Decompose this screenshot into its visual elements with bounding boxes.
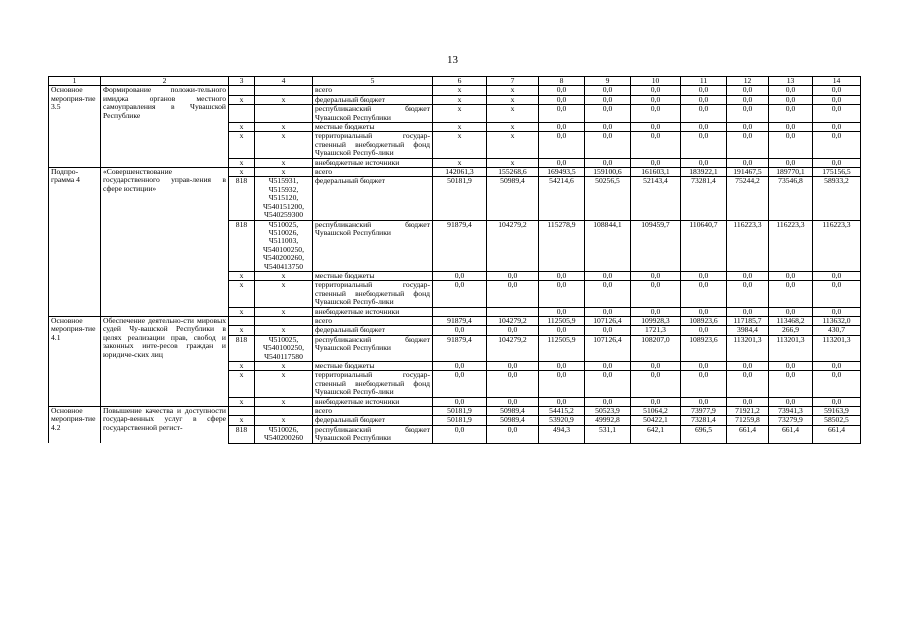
amount-cell: 1721,3	[631, 326, 681, 335]
amount-cell: 0,0	[585, 95, 631, 104]
amount-cell: 0,0	[769, 371, 813, 397]
amount-cell: 142061,3	[433, 168, 487, 177]
program-title-cell: Формирование положи-тельного имиджа органов местного самоуправления в Чувашской Республике	[101, 86, 229, 168]
amount-cell: 0,0	[681, 307, 727, 316]
header-cell: 11	[681, 77, 727, 86]
amount-cell: 91879,4	[433, 220, 487, 271]
amount-cell: 116223,3	[769, 220, 813, 271]
amount-cell: 115278,9	[539, 220, 585, 271]
funding-source-cell: всего	[313, 168, 433, 177]
amount-cell: 696,5	[681, 425, 727, 443]
amount-cell: 0,0	[769, 397, 813, 406]
amount-cell: 0,0	[433, 326, 487, 335]
amount-cell: 0,0	[727, 397, 769, 406]
amount-cell: 0,0	[681, 271, 727, 280]
amount-cell: 0,0	[487, 397, 539, 406]
target-article-cell: x	[255, 95, 313, 104]
amount-cell: 54214,6	[539, 177, 585, 220]
header-cell: 12	[727, 77, 769, 86]
amount-cell: 112505,9	[539, 335, 585, 361]
amount-cell: 0,0	[631, 371, 681, 397]
amount-cell: 0,0	[813, 132, 861, 158]
amount-cell: 108923,6	[681, 316, 727, 325]
amount-cell: 0,0	[539, 86, 585, 95]
target-article-cell: Ч510025, Ч540100250, Ч540117580	[255, 335, 313, 361]
amount-cell: 0,0	[813, 307, 861, 316]
target-article-cell: x	[255, 371, 313, 397]
budget-table-container	[48, 76, 861, 444]
amount-cell: 104279,2	[487, 220, 539, 271]
amount-cell: 0,0	[539, 371, 585, 397]
amount-cell: 0,0	[585, 281, 631, 307]
amount-cell: 0,0	[487, 425, 539, 443]
amount-cell: 0,0	[813, 105, 861, 123]
amount-cell: 0,0	[539, 95, 585, 104]
program-label-cell: Основное мероприя-тие 4.1	[49, 316, 101, 406]
amount-cell: 0,0	[681, 132, 727, 158]
amount-cell: 0,0	[433, 425, 487, 443]
amount-cell: 3984,4	[727, 326, 769, 335]
amount-cell: 0,0	[487, 271, 539, 280]
program-title-cell: Обеспечение деятельно-сти мировых судей Чу-вашской Республики в целях реализации прав, свобод и законных инте-ресов граждан и юридиче-ских лиц	[101, 316, 229, 406]
amount-cell: x	[433, 95, 487, 104]
header-cell: 8	[539, 77, 585, 86]
amount-cell: 0,0	[433, 371, 487, 397]
amount-cell: 0,0	[727, 307, 769, 316]
amount-cell: 0,0	[539, 123, 585, 132]
amount-cell: 51064,2	[631, 407, 681, 416]
amount-cell: 0,0	[539, 397, 585, 406]
amount-cell: 0,0	[433, 362, 487, 371]
amount-cell: 0,0	[813, 95, 861, 104]
funding-source-cell: местные бюджеты	[313, 362, 433, 371]
amount-cell: 50181,9	[433, 416, 487, 425]
amount-cell: x	[487, 86, 539, 95]
amount-cell: 75244,2	[727, 177, 769, 220]
program-title-cell: «Совершенствование государственного управ-ления в сфере юстиции»	[101, 168, 229, 317]
amount-cell: 110640,7	[681, 220, 727, 271]
amount-cell: 0,0	[487, 326, 539, 335]
amount-cell: 0,0	[585, 371, 631, 397]
amount-cell: 0,0	[727, 362, 769, 371]
header-cell: 2	[101, 77, 229, 86]
amount-cell: x	[433, 105, 487, 123]
table-row	[49, 316, 861, 325]
amount-cell: 661,4	[813, 425, 861, 443]
header-cell: 4	[255, 77, 313, 86]
table-row	[49, 86, 861, 95]
amount-cell: 0,0	[585, 105, 631, 123]
grbs-code-cell: x	[229, 271, 255, 280]
target-article-cell	[255, 105, 313, 123]
amount-cell: 113468,2	[769, 316, 813, 325]
amount-cell: 0,0	[585, 123, 631, 132]
funding-source-cell: республиканский бюджет Чувашской Республики	[313, 105, 433, 123]
grbs-code-cell: 818	[229, 425, 255, 443]
funding-source-cell: внебюджетные источники	[313, 158, 433, 167]
header-cell: 9	[585, 77, 631, 86]
amount-cell: 113632,0	[813, 316, 861, 325]
amount-cell: 0,0	[727, 123, 769, 132]
target-article-cell: x	[255, 307, 313, 316]
amount-cell: 0,0	[487, 281, 539, 307]
amount-cell: x	[433, 123, 487, 132]
target-article-cell: x	[255, 397, 313, 406]
page-number: 13	[447, 54, 458, 66]
amount-cell: 0,0	[727, 132, 769, 158]
target-article-cell	[255, 316, 313, 325]
amount-cell: 54415,2	[539, 407, 585, 416]
amount-cell: 73941,3	[769, 407, 813, 416]
program-label-cell: Подпро-грамма 4	[49, 168, 101, 317]
funding-source-cell: территориальный государ-ственный внебюджетный фонд Чувашской Респуб-лики	[313, 132, 433, 158]
amount-cell: 661,4	[769, 425, 813, 443]
amount-cell: 161603,1	[631, 168, 681, 177]
grbs-code-cell: x	[229, 371, 255, 397]
amount-cell: 107126,4	[585, 335, 631, 361]
amount-cell: 117185,7	[727, 316, 769, 325]
amount-cell: 107126,4	[585, 316, 631, 325]
amount-cell: 49992,8	[585, 416, 631, 425]
amount-cell: 0,0	[487, 371, 539, 397]
amount-cell: 50422,1	[631, 416, 681, 425]
amount-cell: 0,0	[727, 371, 769, 397]
grbs-code-cell: x	[229, 158, 255, 167]
amount-cell: x	[433, 158, 487, 167]
grbs-code-cell: x	[229, 95, 255, 104]
amount-cell: 0,0	[631, 105, 681, 123]
amount-cell: 0,0	[539, 281, 585, 307]
budget-table	[48, 76, 861, 444]
amount-cell: 58502,5	[813, 416, 861, 425]
amount-cell: 50181,9	[433, 177, 487, 220]
amount-cell: x	[433, 86, 487, 95]
amount-cell: 104279,2	[487, 316, 539, 325]
amount-cell: 0,0	[769, 307, 813, 316]
amount-cell: 58933,2	[813, 177, 861, 220]
amount-cell: x	[487, 158, 539, 167]
amount-cell: 0,0	[813, 123, 861, 132]
amount-cell: 0,0	[813, 397, 861, 406]
target-article-cell	[255, 407, 313, 416]
amount-cell: 50989,4	[487, 177, 539, 220]
target-article-cell: Ч510026, Ч540200260	[255, 425, 313, 443]
amount-cell: 0,0	[681, 362, 727, 371]
amount-cell: 0,0	[727, 105, 769, 123]
amount-cell: 0,0	[769, 271, 813, 280]
amount-cell: 0,0	[813, 362, 861, 371]
amount-cell: 108923,6	[681, 335, 727, 361]
funding-source-cell: федеральный бюджет	[313, 177, 433, 220]
amount-cell: 113201,3	[727, 335, 769, 361]
amount-cell: 71921,2	[727, 407, 769, 416]
amount-cell: 191467,5	[727, 168, 769, 177]
target-article-cell: x	[255, 271, 313, 280]
amount-cell: 0,0	[585, 132, 631, 158]
grbs-code-cell	[229, 316, 255, 325]
header-cell: 13	[769, 77, 813, 86]
amount-cell: 0,0	[681, 158, 727, 167]
amount-cell: 0,0	[769, 86, 813, 95]
grbs-code-cell	[229, 407, 255, 416]
amount-cell: 73977,9	[681, 407, 727, 416]
program-label-cell: Основное мероприя-тие 4.2	[49, 407, 101, 444]
target-article-cell: x	[255, 132, 313, 158]
amount-cell: 0,0	[727, 271, 769, 280]
amount-cell: 189770,1	[769, 168, 813, 177]
program-title-cell: Повышение качества и доступности государ-венных услуг в сфере государственной регист-	[101, 407, 229, 444]
amount-cell: 0,0	[813, 271, 861, 280]
funding-source-cell: всего	[313, 316, 433, 325]
target-article-cell: x	[255, 362, 313, 371]
amount-cell: 91879,4	[433, 335, 487, 361]
grbs-code-cell: x	[229, 416, 255, 425]
amount-cell: 50181,9	[433, 407, 487, 416]
amount-cell: 0,0	[539, 362, 585, 371]
amount-cell: x	[487, 132, 539, 158]
amount-cell: 0,0	[631, 86, 681, 95]
target-article-cell: x	[255, 168, 313, 177]
grbs-code-cell: 818	[229, 220, 255, 271]
grbs-code-cell: x	[229, 132, 255, 158]
header-cell: 5	[313, 77, 433, 86]
amount-cell: 494,3	[539, 425, 585, 443]
amount-cell: 0,0	[727, 86, 769, 95]
table-header-row	[49, 77, 861, 86]
header-cell: 7	[487, 77, 539, 86]
grbs-code-cell	[229, 105, 255, 123]
amount-cell: 183922,1	[681, 168, 727, 177]
funding-source-cell: всего	[313, 86, 433, 95]
amount-cell: 0,0	[769, 362, 813, 371]
amount-cell: 0,0	[585, 271, 631, 280]
amount-cell: 0,0	[631, 158, 681, 167]
amount-cell: 0,0	[813, 158, 861, 167]
funding-source-cell: республиканский бюджет Чувашской Республики	[313, 425, 433, 443]
amount-cell: x	[487, 95, 539, 104]
amount-cell: 0,0	[727, 95, 769, 104]
table-row	[49, 407, 861, 416]
funding-source-cell: республиканский бюджет Чувашской Республики	[313, 335, 433, 361]
amount-cell: 169493,5	[539, 168, 585, 177]
amount-cell: 0,0	[631, 281, 681, 307]
amount-cell: 430,7	[813, 326, 861, 335]
amount-cell: 73281,4	[681, 416, 727, 425]
amount-cell: 0,0	[585, 362, 631, 371]
amount-cell: 0,0	[681, 95, 727, 104]
header-cell: 6	[433, 77, 487, 86]
amount-cell: 0,0	[813, 86, 861, 95]
grbs-code-cell: x	[229, 168, 255, 177]
amount-cell: 0,0	[681, 326, 727, 335]
amount-cell: x	[487, 123, 539, 132]
funding-source-cell: внебюджетные источники	[313, 307, 433, 316]
target-article-cell: Ч510025, Ч510026, Ч511003, Ч540100250, Ч540200260, Ч540413750	[255, 220, 313, 271]
grbs-code-cell: 818	[229, 177, 255, 220]
amount-cell: 175156,5	[813, 168, 861, 177]
amount-cell: 0,0	[727, 158, 769, 167]
amount-cell: 71259,8	[727, 416, 769, 425]
grbs-code-cell: x	[229, 123, 255, 132]
grbs-code-cell: x	[229, 326, 255, 335]
amount-cell: x	[487, 105, 539, 123]
amount-cell: 0,0	[433, 397, 487, 406]
target-article-cell: Ч515931, Ч515932, Ч515120, Ч540151200, Ч540259300	[255, 177, 313, 220]
funding-source-cell: всего	[313, 407, 433, 416]
grbs-code-cell: x	[229, 397, 255, 406]
amount-cell: 109459,7	[631, 220, 681, 271]
amount-cell: 0,0	[769, 105, 813, 123]
amount-cell: 59163,9	[813, 407, 861, 416]
funding-source-cell: местные бюджеты	[313, 123, 433, 132]
amount-cell: 0,0	[631, 95, 681, 104]
amount-cell: 0,0	[769, 123, 813, 132]
amount-cell: 73546,8	[769, 177, 813, 220]
amount-cell: 73279,9	[769, 416, 813, 425]
amount-cell: 0,0	[487, 362, 539, 371]
header-cell: 3	[229, 77, 255, 86]
amount-cell: 91879,4	[433, 316, 487, 325]
amount-cell: 50256,5	[585, 177, 631, 220]
grbs-code-cell: 818	[229, 335, 255, 361]
amount-cell: 0,0	[631, 132, 681, 158]
target-article-cell: x	[255, 281, 313, 307]
amount-cell: 0,0	[681, 105, 727, 123]
amount-cell: 108207,0	[631, 335, 681, 361]
amount-cell: 113201,3	[813, 335, 861, 361]
amount-cell: 104279,2	[487, 335, 539, 361]
amount-cell: 113201,3	[769, 335, 813, 361]
amount-cell: 0,0	[539, 326, 585, 335]
amount-cell: 0,0	[585, 307, 631, 316]
funding-source-cell: внебюджетные источники	[313, 397, 433, 406]
target-article-cell: x	[255, 326, 313, 335]
amount-cell: 0,0	[631, 307, 681, 316]
amount-cell: 0,0	[681, 123, 727, 132]
amount-cell: 50989,4	[487, 416, 539, 425]
amount-cell: 0,0	[585, 158, 631, 167]
amount-cell: 661,4	[727, 425, 769, 443]
amount-cell: 0,0	[631, 397, 681, 406]
amount-cell: 0,0	[727, 281, 769, 307]
amount-cell: 0,0	[585, 86, 631, 95]
amount-cell: 108844,1	[585, 220, 631, 271]
funding-source-cell: республиканский бюджет Чувашской Республики	[313, 220, 433, 271]
amount-cell: 116223,3	[813, 220, 861, 271]
funding-source-cell: местные бюджеты	[313, 271, 433, 280]
header-cell: 1	[49, 77, 101, 86]
amount-cell: 0,0	[539, 271, 585, 280]
amount-cell: 0,0	[539, 307, 585, 316]
amount-cell: 0,0	[813, 281, 861, 307]
target-article-cell: x	[255, 158, 313, 167]
target-article-cell: x	[255, 123, 313, 132]
amount-cell: 642,1	[631, 425, 681, 443]
amount-cell: 0,0	[539, 105, 585, 123]
header-cell: 10	[631, 77, 681, 86]
amount-cell: 0,0	[681, 371, 727, 397]
amount-cell: 0,0	[681, 86, 727, 95]
amount-cell	[487, 307, 539, 316]
grbs-code-cell: x	[229, 281, 255, 307]
amount-cell: 0,0	[585, 326, 631, 335]
funding-source-cell: территориальный государ-ственный внебюджетный фонд Чувашской Респуб-лики	[313, 281, 433, 307]
amount-cell: 0,0	[681, 397, 727, 406]
amount-cell: 0,0	[539, 158, 585, 167]
grbs-code-cell: x	[229, 362, 255, 371]
funding-source-cell: федеральный бюджет	[313, 416, 433, 425]
amount-cell: 0,0	[433, 281, 487, 307]
target-article-cell	[255, 86, 313, 95]
amount-cell: 531,1	[585, 425, 631, 443]
header-cell: 14	[813, 77, 861, 86]
amount-cell: 0,0	[769, 132, 813, 158]
amount-cell: 0,0	[539, 132, 585, 158]
amount-cell: 50989,4	[487, 407, 539, 416]
target-article-cell: x	[255, 416, 313, 425]
amount-cell	[433, 307, 487, 316]
amount-cell: 53920,9	[539, 416, 585, 425]
amount-cell: 0,0	[769, 95, 813, 104]
program-label-cell: Основное мероприя-тие 3.5	[49, 86, 101, 168]
amount-cell: 116223,3	[727, 220, 769, 271]
amount-cell: 0,0	[769, 158, 813, 167]
amount-cell: 0,0	[769, 281, 813, 307]
amount-cell: 109928,3	[631, 316, 681, 325]
amount-cell: x	[433, 132, 487, 158]
funding-source-cell: территориальный государ-ственный внебюджетный фонд Чувашской Респуб-лики	[313, 371, 433, 397]
amount-cell: 0,0	[631, 271, 681, 280]
amount-cell: 0,0	[631, 123, 681, 132]
amount-cell: 0,0	[631, 362, 681, 371]
amount-cell: 52143,4	[631, 177, 681, 220]
funding-source-cell: федеральный бюджет	[313, 326, 433, 335]
amount-cell: 155268,6	[487, 168, 539, 177]
grbs-code-cell: x	[229, 307, 255, 316]
amount-cell: 50523,9	[585, 407, 631, 416]
amount-cell: 0,0	[681, 281, 727, 307]
amount-cell: 112505,9	[539, 316, 585, 325]
amount-cell: 0,0	[433, 271, 487, 280]
amount-cell: 0,0	[813, 371, 861, 397]
amount-cell: 0,0	[585, 397, 631, 406]
table-row	[49, 168, 861, 177]
amount-cell: 159100,6	[585, 168, 631, 177]
grbs-code-cell	[229, 86, 255, 95]
amount-cell: 73281,4	[681, 177, 727, 220]
amount-cell: 266,9	[769, 326, 813, 335]
funding-source-cell: федеральный бюджет	[313, 95, 433, 104]
